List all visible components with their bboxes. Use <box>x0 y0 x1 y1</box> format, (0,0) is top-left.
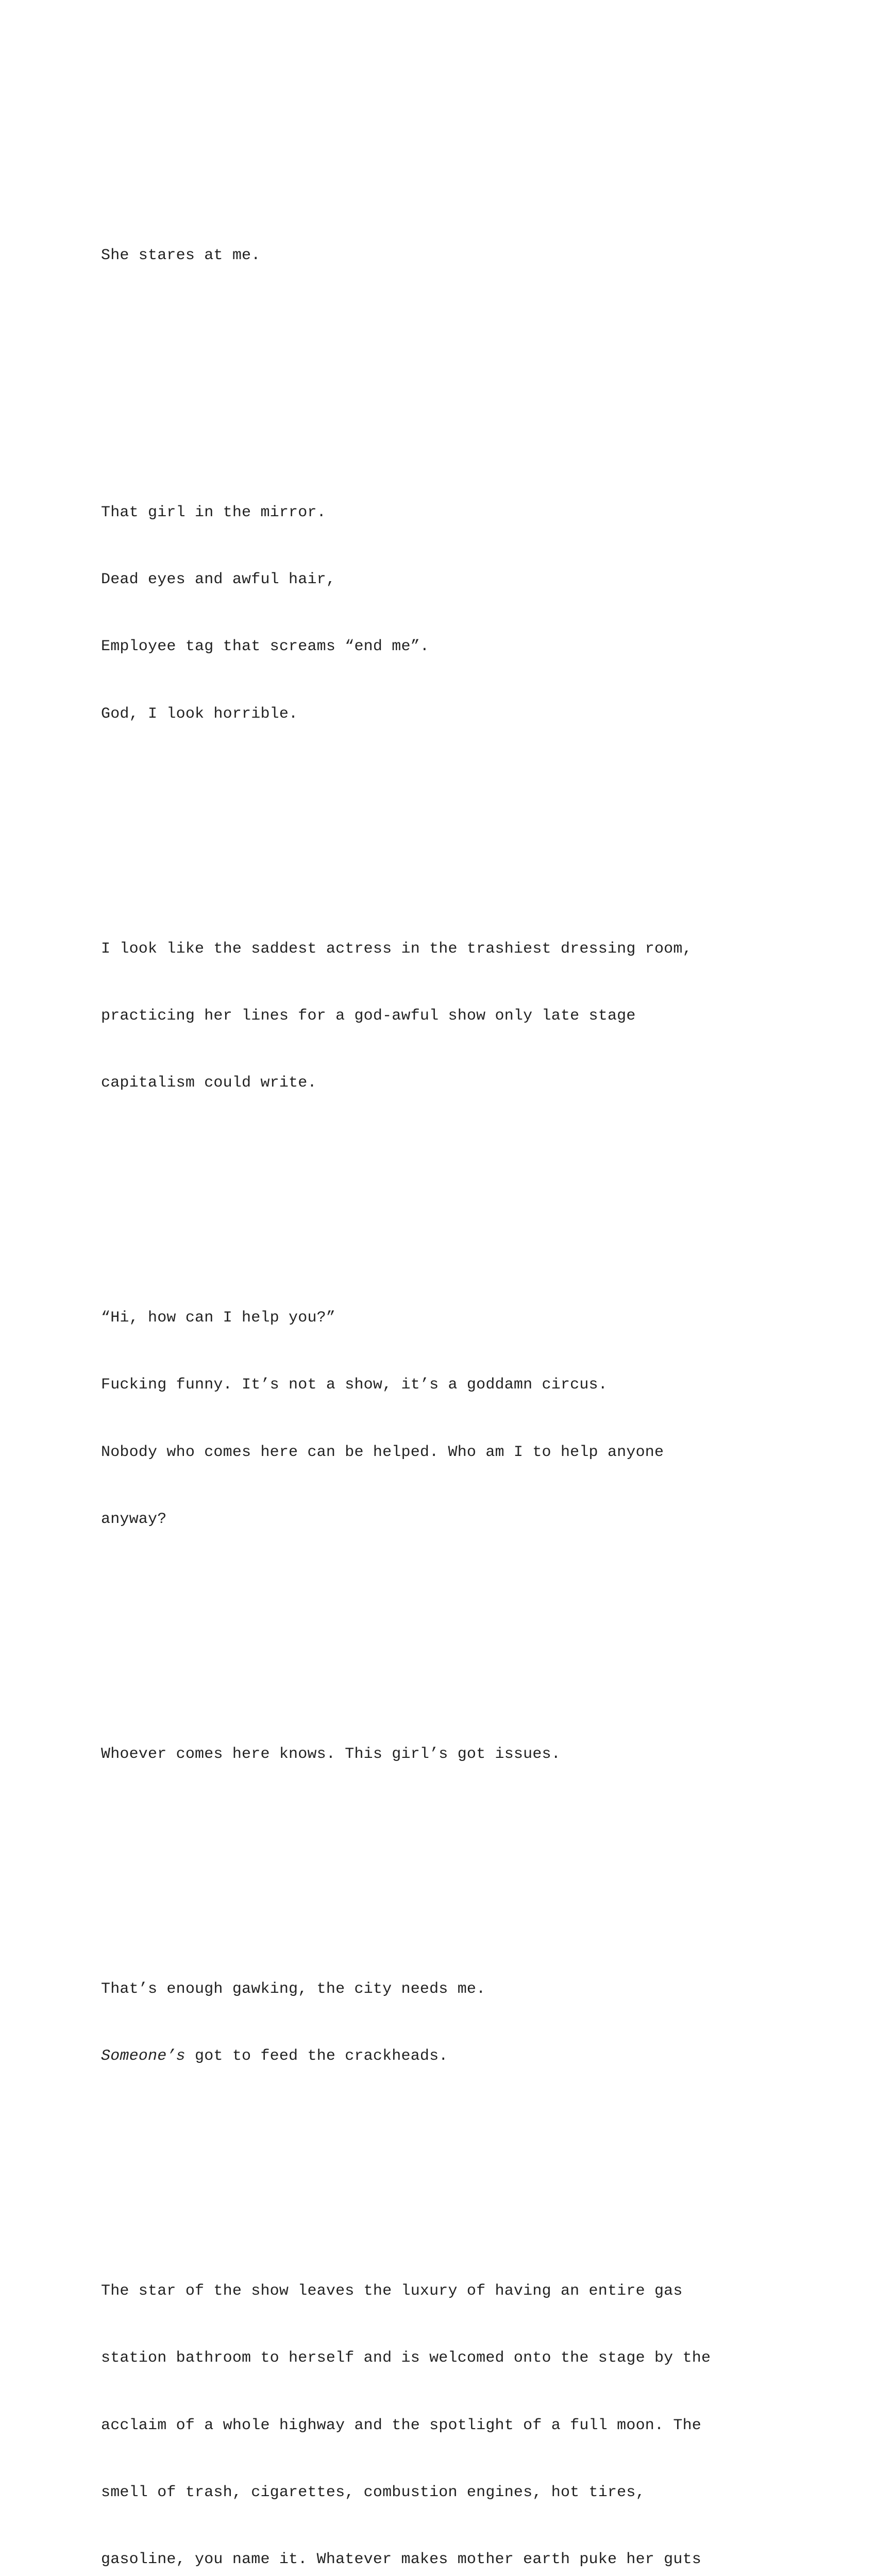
italic-word: Someone’s <box>101 2047 186 2065</box>
paragraph-gap <box>101 815 781 826</box>
paragraph-4 <box>101 1262 781 1575</box>
text-line: She stares at me. <box>101 247 261 265</box>
paragraph-5 <box>101 1699 781 1810</box>
text-line: gasoline, you name it. Whatever makes mother earth puke her guts <box>101 2550 701 2568</box>
paragraph-2 <box>101 457 781 770</box>
paragraph-gap <box>101 357 781 390</box>
text-line: capitalism could write. <box>101 1074 317 1092</box>
text-line: smell of trash, cigarettes, combustion engines, hot tires, <box>101 2483 645 2501</box>
paragraph-1 <box>101 200 781 312</box>
text-run: got to feed the crackheads. <box>185 2047 448 2065</box>
paragraph-gap <box>101 2157 781 2168</box>
text-line: practicing her lines for a god-awful show only late stage <box>101 1007 636 1025</box>
text-line: The star of the show leaves the luxury of having an entire gas <box>101 2282 683 2300</box>
text-line-mixed <box>101 2045 781 2067</box>
text-line: Employee tag that screams “end me”. <box>101 638 430 656</box>
paragraph-gap <box>101 1184 781 1195</box>
text-line: acclaim of a whole highway and the spotlight of a full moon. The <box>101 2416 701 2434</box>
text-line: Fucking funny. It’s not a show, it’s a goddamn circus. <box>101 1376 608 1394</box>
text-line: That’s enough gawking, the city needs me. <box>101 1980 486 1998</box>
text-line: God, I look horrible. <box>101 705 298 723</box>
text-line: station bathroom to herself and is welcomed onto the stage by the <box>101 2349 711 2367</box>
paragraph-gap <box>101 1855 781 1867</box>
text-line: Nobody who comes here can be helped. Who am I to help anyone <box>101 1443 664 1461</box>
text-line: anyway? <box>101 1510 167 1528</box>
text-line: Dead eyes and awful hair, <box>101 571 336 589</box>
paragraph-7 <box>101 2235 781 2576</box>
manuscript-body <box>101 133 781 2576</box>
text-line: That girl in the mirror. <box>101 504 326 522</box>
text-line: “Hi, how can I help you?” <box>101 1309 336 1327</box>
text-line: I look like the saddest actress in the trashiest dressing room, <box>101 940 692 958</box>
paragraph-gap <box>101 1620 781 1632</box>
text-line: Whoever comes here knows. This girl’s got issues. <box>101 1745 561 1763</box>
paragraph-3 <box>101 893 781 1139</box>
paragraph-6 <box>101 1934 781 2112</box>
